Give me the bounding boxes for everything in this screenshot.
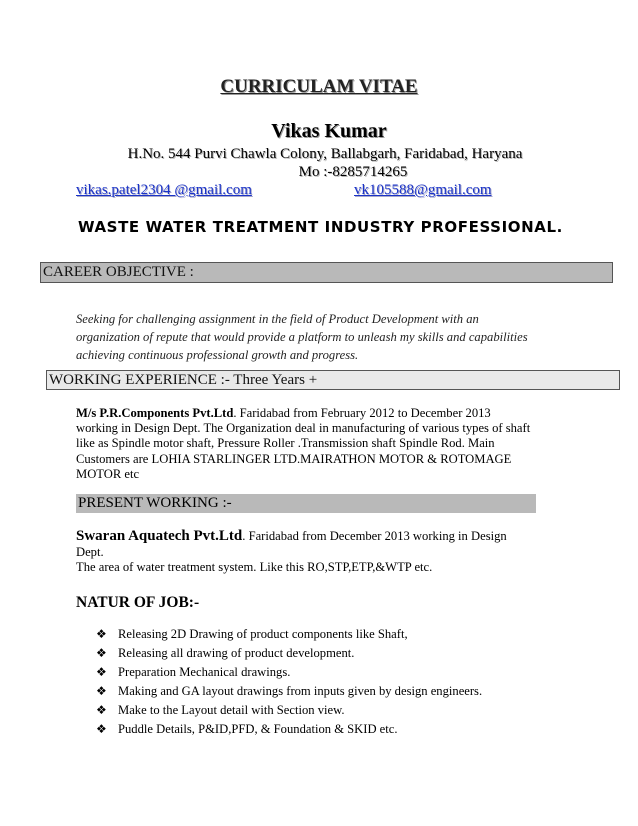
diamond-bullet-icon: ❖ [96,665,107,679]
present-line: The area of water treatment system. Like this RO,STP,ETP,&WTP etc. [76,560,433,574]
candidate-name: Vikas Kumar [271,120,387,142]
job-duties-list [96,625,482,739]
experience-line: working in Design Dept. The Organization deal in manufacturing of various types of shaft [76,421,531,436]
list-item [96,644,482,663]
present-working-text [76,529,546,576]
duty-text: Releasing all drawing of product development. [118,646,355,660]
working-experience-text [76,406,556,482]
diamond-bullet-icon: ❖ [96,703,107,717]
present-line: Dept. [76,544,104,559]
present-working-heading: PRESENT WORKING :- [76,494,536,513]
job-nature-heading: NATUR OF JOB:- [76,594,200,611]
career-objective-text [76,310,546,364]
duty-text: Preparation Mechanical drawings. [118,665,291,679]
present-line [76,529,546,545]
objective-line: Seeking for challenging assignment in the field of Product Development with an [76,312,479,326]
duty-text: Puddle Details, P&ID,PFD, & Foundation & SKID etc. [118,722,398,736]
current-company-details: . Faridabad from December 2013 working in Design [242,529,507,543]
diamond-bullet-icon: ❖ [96,722,107,736]
list-item [96,663,482,682]
previous-company-details: . Faridabad from February 2012 to December 2013 [233,406,491,420]
experience-line: like as Spindle motor shaft, Pressure Roller .Transmission shaft Spindle Rod. Main [76,436,495,451]
objective-line: organization of repute that would provide a platform to unleash my skills and capabilities [76,330,528,344]
diamond-bullet-icon: ❖ [96,627,107,641]
list-item [96,720,482,739]
previous-company-name: M/s P.R.Components Pvt.Ltd [76,406,234,420]
objective-line: achieving continuous professional growth and progress. [76,348,359,362]
experience-line: MOTOR etc [76,466,140,481]
working-experience-heading: WORKING EXPERIENCE :- Three Years + [46,370,620,390]
email-link-primary[interactable]: vikas.patel2304 @gmail.com [76,182,252,198]
mobile-number: Mo :-8285714265 [298,164,408,180]
current-company-name: Swaran Aquatech Pvt.Ltd [76,528,243,544]
document-title: CURRICULAM VITAE [220,76,418,97]
experience-line [76,406,556,421]
career-objective-heading: CAREER OBJECTIVE : [40,262,613,283]
list-item [96,682,482,701]
experience-line: Customers are LOHIA STARLINGER LTD.MAIRATHON MOTOR & ROTOMAGE [76,451,512,466]
diamond-bullet-icon: ❖ [96,646,107,660]
duty-text: Releasing 2D Drawing of product components like Shaft, [118,627,408,641]
duty-text: Making and GA layout drawings from inputs given by design engineers. [118,684,483,698]
profession-headline: WASTE WATER TREATMENT INDUSTRY PROFESSIONAL. [78,218,563,236]
list-item [96,625,482,644]
list-item [96,701,482,720]
address: H.No. 544 Purvi Chawla Colony, Ballabgarh, Faridabad, Haryana [127,146,523,162]
diamond-bullet-icon: ❖ [96,684,107,698]
duty-text: Make to the Layout detail with Section view. [118,703,345,717]
email-link-secondary[interactable]: vk105588@gmail.com [354,182,492,198]
